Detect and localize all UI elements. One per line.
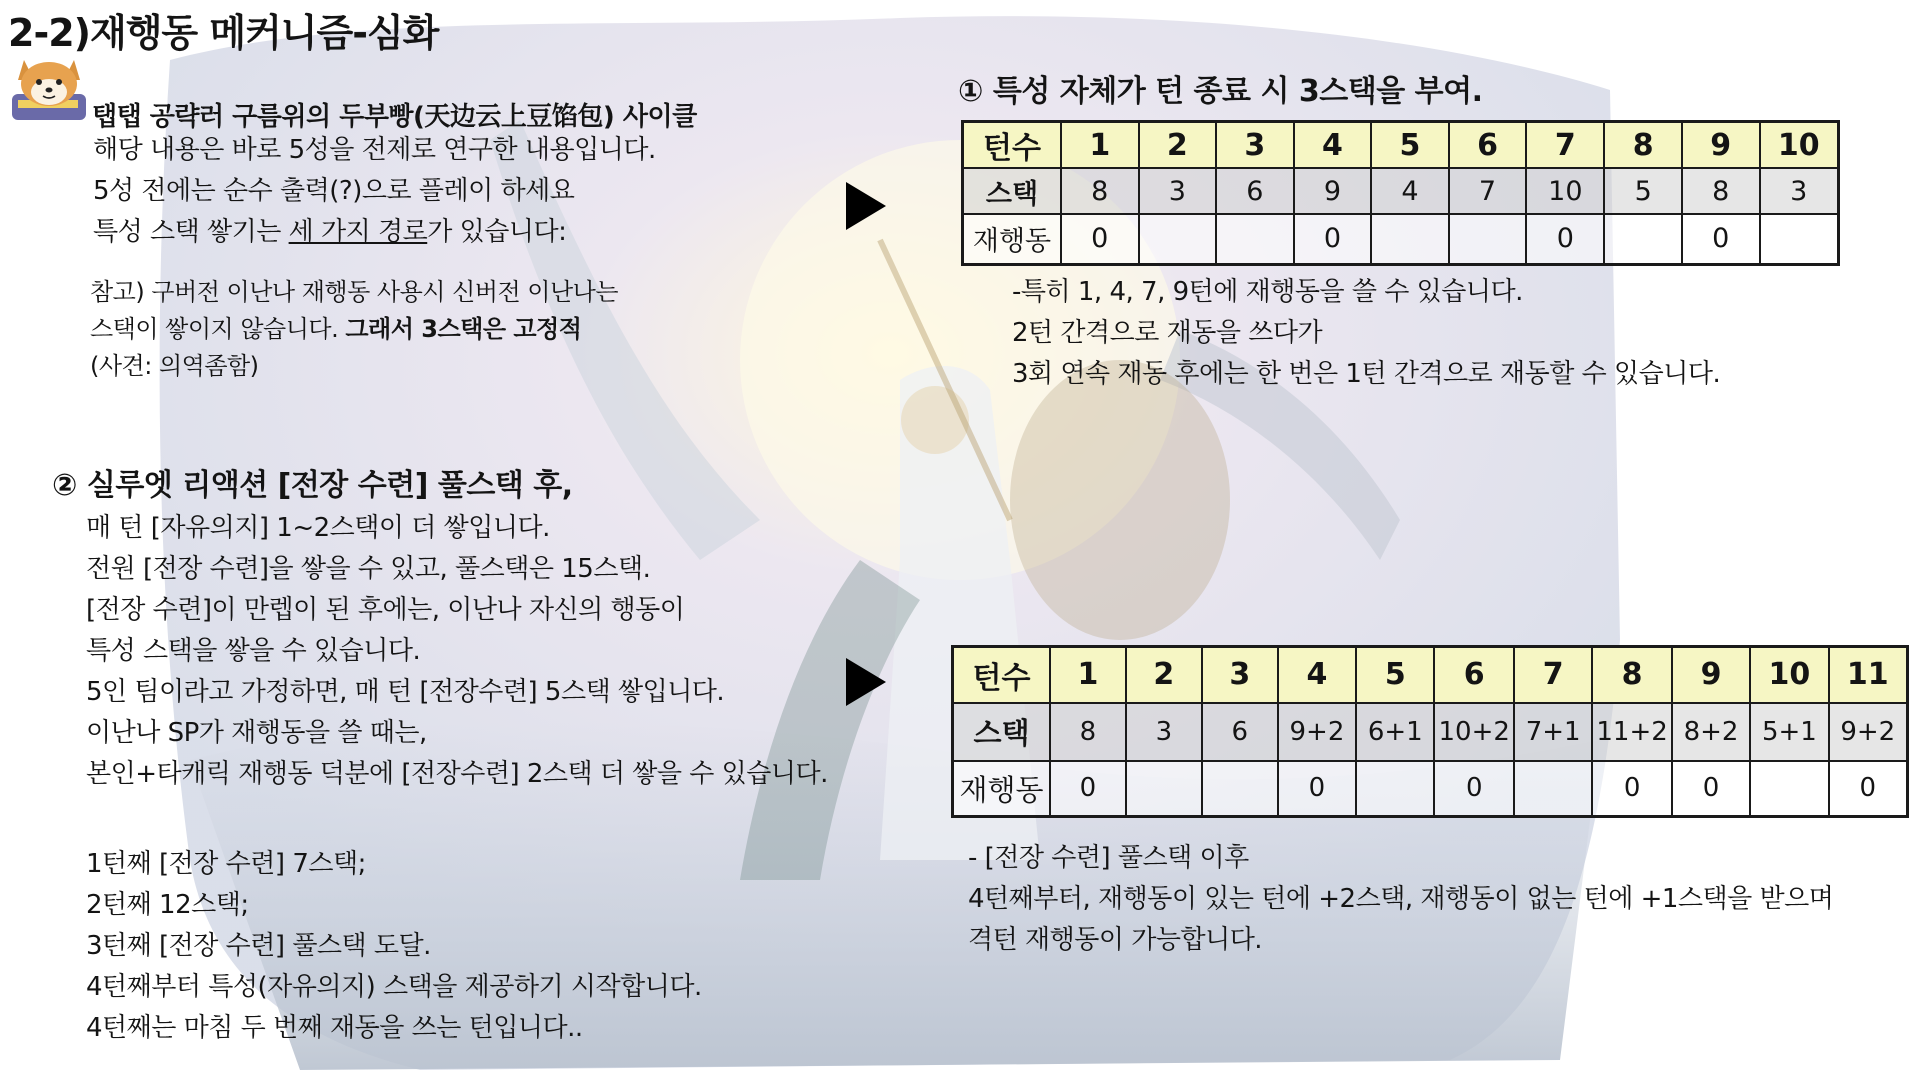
turn-cell: 3 bbox=[1216, 122, 1294, 169]
stack-cell: 8 bbox=[1050, 703, 1126, 761]
cycle-title: 탭탭 공략러 구름위의 두부빵(天边云上豆馅包) 사이클 bbox=[92, 102, 697, 132]
stack-cell: 5+1 bbox=[1750, 703, 1828, 761]
stack-cell: 8 bbox=[1061, 168, 1139, 214]
intro-line: 5성 전에는 순수 출력(?)으로 플레이 하세요 bbox=[93, 176, 575, 206]
reaction-cell: 0 bbox=[1278, 761, 1356, 817]
reaction-cell bbox=[1126, 761, 1202, 817]
turn-cell: 3 bbox=[1202, 647, 1278, 703]
stack-cell: 3 bbox=[1139, 168, 1217, 214]
note-line: (사견: 의역좀함) bbox=[90, 352, 259, 380]
turn-cell: 10 bbox=[1750, 647, 1828, 703]
section2-line: 본인+타캐릭 재행동 덕분에 [전장수련] 2스택 더 쌓을 수 있습니다. bbox=[86, 759, 828, 789]
note-line bbox=[90, 311, 618, 348]
reaction-cell bbox=[1356, 761, 1434, 817]
intro-line3-post: 가 있습니다: bbox=[427, 217, 567, 247]
turn-cell: 8 bbox=[1592, 647, 1672, 703]
turn-cell: 2 bbox=[1126, 647, 1202, 703]
turn-cell: 1 bbox=[1061, 122, 1139, 169]
reaction-cell bbox=[1760, 214, 1839, 264]
reaction-cell bbox=[1514, 761, 1592, 817]
page-title: 2-2)재행동 메커니즘-심화 bbox=[8, 11, 439, 55]
table-row-reactions bbox=[953, 761, 1908, 817]
stack-cell: 6 bbox=[1216, 168, 1294, 214]
reaction-cell: 0 bbox=[1526, 214, 1604, 264]
table-row-turns bbox=[953, 647, 1908, 703]
stack-cell: 7+1 bbox=[1514, 703, 1592, 761]
turn-cell: 4 bbox=[1294, 122, 1372, 169]
reaction-cell bbox=[1750, 761, 1828, 817]
reaction-cell: 0 bbox=[1829, 761, 1908, 817]
section1-notes bbox=[1012, 272, 1720, 395]
stack-cell: 6 bbox=[1202, 703, 1278, 761]
stack-cell: 10 bbox=[1526, 168, 1604, 214]
section1-note-line: 2턴 간격으로 재동을 쓰다가 bbox=[1012, 318, 1323, 348]
intro-three-paths: 세 가지 경로 bbox=[288, 217, 428, 247]
stack-cell: 5 bbox=[1604, 168, 1682, 214]
reaction-cell bbox=[1449, 214, 1527, 264]
reaction-cell: 0 bbox=[1672, 761, 1750, 817]
turn-cell: 6 bbox=[1449, 122, 1527, 169]
intro-line: 해당 내용은 바로 5성을 전제로 연구한 내용입니다. bbox=[93, 135, 656, 165]
reaction-label: 재행동 bbox=[963, 214, 1062, 264]
reaction-label: 재행동 bbox=[953, 761, 1050, 817]
section2-line: 전원 [전장 수련]을 쌓을 수 있고, 풀스택은 15스택. bbox=[86, 554, 651, 584]
turn-cell: 5 bbox=[1371, 122, 1449, 169]
section2-body bbox=[86, 508, 828, 795]
section1-note-line: 3회 연속 재동 후에는 한 번은 1턴 간격으로 재동할 수 있습니다. bbox=[1012, 359, 1721, 389]
stack-cell: 9+2 bbox=[1829, 703, 1908, 761]
reaction-cell: 0 bbox=[1434, 761, 1514, 817]
section1-note-line: -특히 1, 4, 7, 9턴에 재행동을 쓸 수 있습니다. bbox=[1012, 277, 1523, 307]
turn-line: 1턴째 [전장 수련] 7스택; bbox=[86, 849, 366, 879]
reaction-cell bbox=[1139, 214, 1217, 264]
turn-cell: 1 bbox=[1050, 647, 1126, 703]
turn-line: 2턴째 12스택; bbox=[86, 890, 249, 920]
section2-note-line: 격턴 재행동이 가능합니다. bbox=[968, 925, 1263, 955]
stack-cell: 3 bbox=[1760, 168, 1839, 214]
turn-header-label: 턴수 bbox=[963, 122, 1062, 169]
turn-cell: 11 bbox=[1829, 647, 1908, 703]
stack-cell: 8 bbox=[1682, 168, 1760, 214]
turn-cell: 6 bbox=[1434, 647, 1514, 703]
intro-text bbox=[93, 130, 656, 253]
section2-line: [전장 수련]이 만렙이 된 후에는, 이난나 자신의 행동이 bbox=[86, 595, 685, 625]
reaction-cell bbox=[1604, 214, 1682, 264]
stack-cell: 4 bbox=[1371, 168, 1449, 214]
stack-cell: 7 bbox=[1449, 168, 1527, 214]
section2-heading: ② 실루엣 리액션 [전장 수련] 풀스택 후, bbox=[52, 468, 573, 503]
turn-line: 4턴째는 마침 두 번째 재동을 쓰는 턴입니다.. bbox=[86, 1013, 583, 1043]
reaction-cell: 0 bbox=[1682, 214, 1760, 264]
stack-cell: 10+2 bbox=[1434, 703, 1514, 761]
intro-line bbox=[93, 212, 656, 253]
stack-cell: 8+2 bbox=[1672, 703, 1750, 761]
turn-line: 4턴째부터 특성(자유의지) 스택을 제공하기 시작합니다. bbox=[86, 972, 702, 1002]
stack-label: 스택 bbox=[953, 703, 1050, 761]
note-line: 참고) 구버전 이난나 재행동 사용시 신버전 이난나는 bbox=[90, 278, 618, 306]
table-row-stacks bbox=[963, 168, 1839, 214]
turn-cell: 9 bbox=[1682, 122, 1760, 169]
reaction-cell: 0 bbox=[1050, 761, 1126, 817]
section2-line: 이난나 SP가 재행동을 쓸 때는, bbox=[86, 718, 427, 748]
note-line2-bold: 그래서 3스택은 고정적 bbox=[345, 315, 582, 343]
reaction-cell bbox=[1216, 214, 1294, 264]
turn-cell: 5 bbox=[1356, 647, 1434, 703]
stack-cell: 6+1 bbox=[1356, 703, 1434, 761]
table-row-reactions bbox=[963, 214, 1839, 264]
reaction-cell: 0 bbox=[1592, 761, 1672, 817]
stack-cell: 11+2 bbox=[1592, 703, 1672, 761]
reaction-cell: 0 bbox=[1294, 214, 1372, 264]
turn-cell: 4 bbox=[1278, 647, 1356, 703]
turn-header-label: 턴수 bbox=[953, 647, 1050, 703]
section1-heading: ① 특성 자체가 턴 종료 시 3스택을 부여. bbox=[958, 74, 1483, 109]
stack-cell: 3 bbox=[1126, 703, 1202, 761]
table-row-stacks bbox=[953, 703, 1908, 761]
turn-line: 3턴째 [전장 수련] 풀스택 도달. bbox=[86, 931, 431, 961]
turn-cell: 9 bbox=[1672, 647, 1750, 703]
shiba-dog-avatar-icon bbox=[10, 50, 88, 122]
turn-cell: 10 bbox=[1760, 122, 1839, 169]
version-note bbox=[90, 274, 618, 385]
section2-notes bbox=[968, 838, 1833, 961]
stack-cell: 9 bbox=[1294, 168, 1372, 214]
play-arrow-icon bbox=[846, 658, 886, 706]
section2-note-line: - [전장 수련] 풀스택 이후 bbox=[968, 843, 1249, 873]
reaction-cell bbox=[1371, 214, 1449, 264]
intro-line3-pre: 특성 스택 쌓기는 bbox=[93, 217, 289, 247]
section2-line: 5인 팀이라고 가정하면, 매 턴 [전장수련] 5스택 쌓입니다. bbox=[86, 677, 725, 707]
reaction-cell bbox=[1202, 761, 1278, 817]
section2-note-line: 4턴째부터, 재행동이 있는 턴에 +2스택, 재행동이 없는 턴에 +1스택을 받으며 bbox=[968, 884, 1834, 914]
section2-turn-list bbox=[86, 844, 702, 1049]
stack-label: 스택 bbox=[963, 168, 1062, 214]
stack-cell: 9+2 bbox=[1278, 703, 1356, 761]
turn-cell: 8 bbox=[1604, 122, 1682, 169]
turn-cell: 2 bbox=[1139, 122, 1217, 169]
turn-cell: 7 bbox=[1526, 122, 1604, 169]
note-line2-pre: 스택이 쌓이지 않습니다. bbox=[90, 315, 346, 343]
turn-cell: 7 bbox=[1514, 647, 1592, 703]
table-row-turns bbox=[963, 122, 1839, 169]
section2-table bbox=[951, 645, 1909, 818]
section2-line: 특성 스택을 쌓을 수 있습니다. bbox=[86, 636, 421, 666]
section2-line: 매 턴 [자유의지] 1~2스택이 더 쌓입니다. bbox=[86, 513, 550, 543]
reaction-cell: 0 bbox=[1061, 214, 1139, 264]
section1-table bbox=[961, 120, 1840, 266]
play-arrow-icon bbox=[846, 182, 886, 230]
